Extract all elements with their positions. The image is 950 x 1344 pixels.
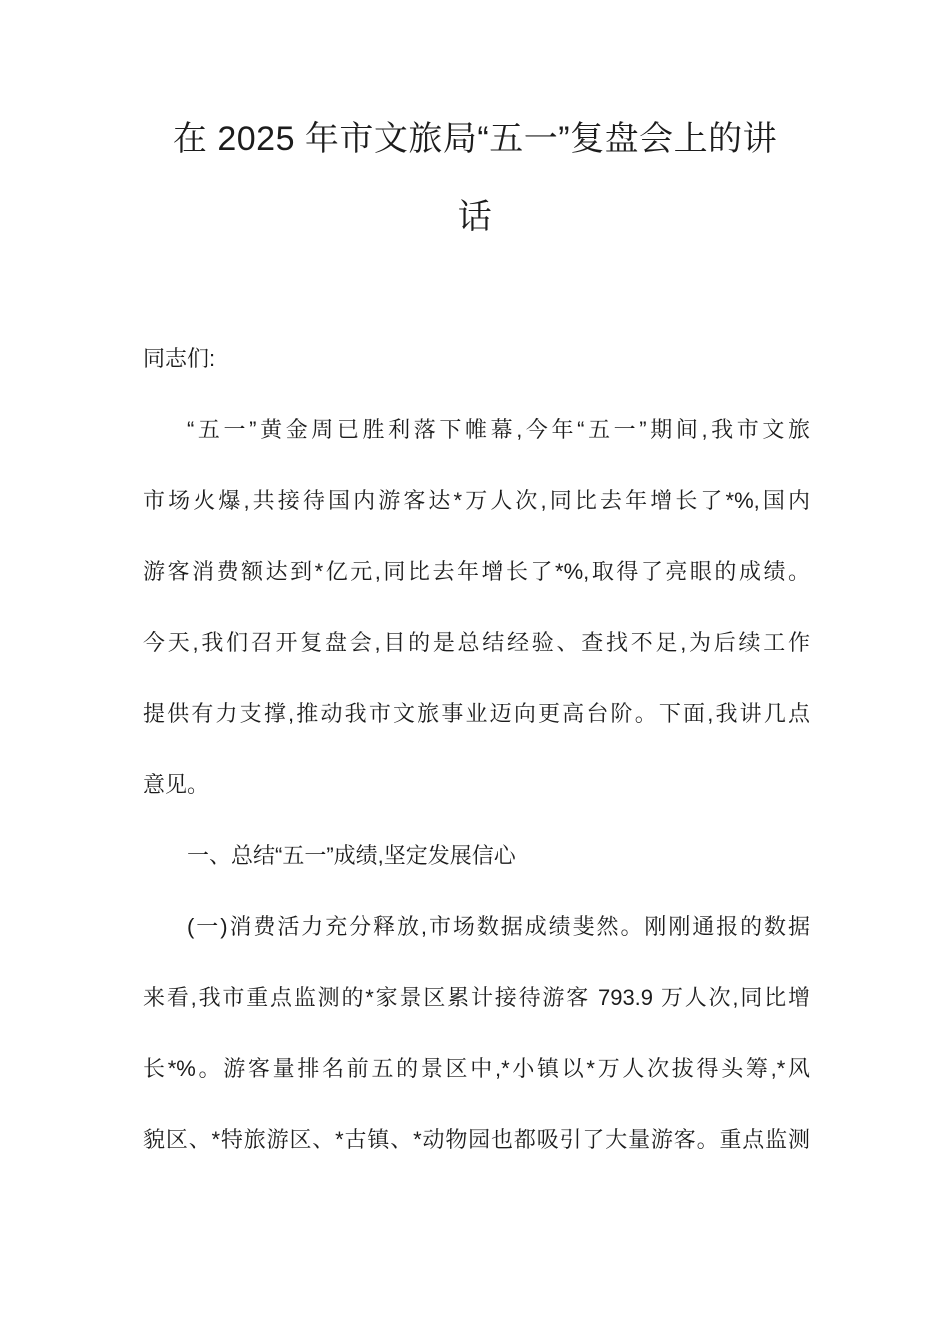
document-title: [0, 100, 950, 256]
text-line: 意见。: [143, 772, 210, 797]
text-line: 同志们:: [143, 346, 216, 371]
text-line: 来看,我市重点监测的*家景区累计接待游客 793.9 万人次,同比增: [143, 985, 810, 1010]
salutation: [143, 323, 810, 394]
text-line: 一、总结“五一”成绩,坚定发展信心: [187, 843, 516, 868]
text-line: 貌区、*特旅游区、*古镇、*动物园也都吸引了大量游客。重点监测: [143, 1127, 810, 1152]
text-line: 市场火爆,共接待国内游客达*万人次,同比去年增长了*%,国内: [143, 488, 810, 513]
section-heading-1: [143, 820, 810, 891]
text-line: 长*%。游客量排名前五的景区中,*小镇以*万人次拔得头筹,*风: [143, 1056, 810, 1081]
subsection-1-1-paragraph: [143, 891, 810, 1175]
text-line: 游客消费额达到*亿元,同比去年增长了*%,取得了亮眼的成绩。: [143, 559, 810, 584]
title-line-1: 在 2025 年市文旅局“五一”复盘会上的讲: [172, 120, 778, 158]
text-line: 今天,我们召开复盘会,目的是总结经验、查找不足,为后续工作: [143, 630, 810, 655]
text-line: “五一”黄金周已胜利落下帷幕,今年“五一”期间,我市文旅: [187, 417, 810, 442]
title-line-2: 话: [457, 198, 493, 236]
intro-paragraph: [143, 394, 810, 820]
document-body: [143, 323, 810, 1175]
text-line: (一)消费活力充分释放,市场数据成绩斐然。刚刚通报的数据: [187, 914, 810, 939]
text-line: 提供有力支撑,推动我市文旅事业迈向更高台阶。下面,我讲几点: [143, 701, 810, 726]
